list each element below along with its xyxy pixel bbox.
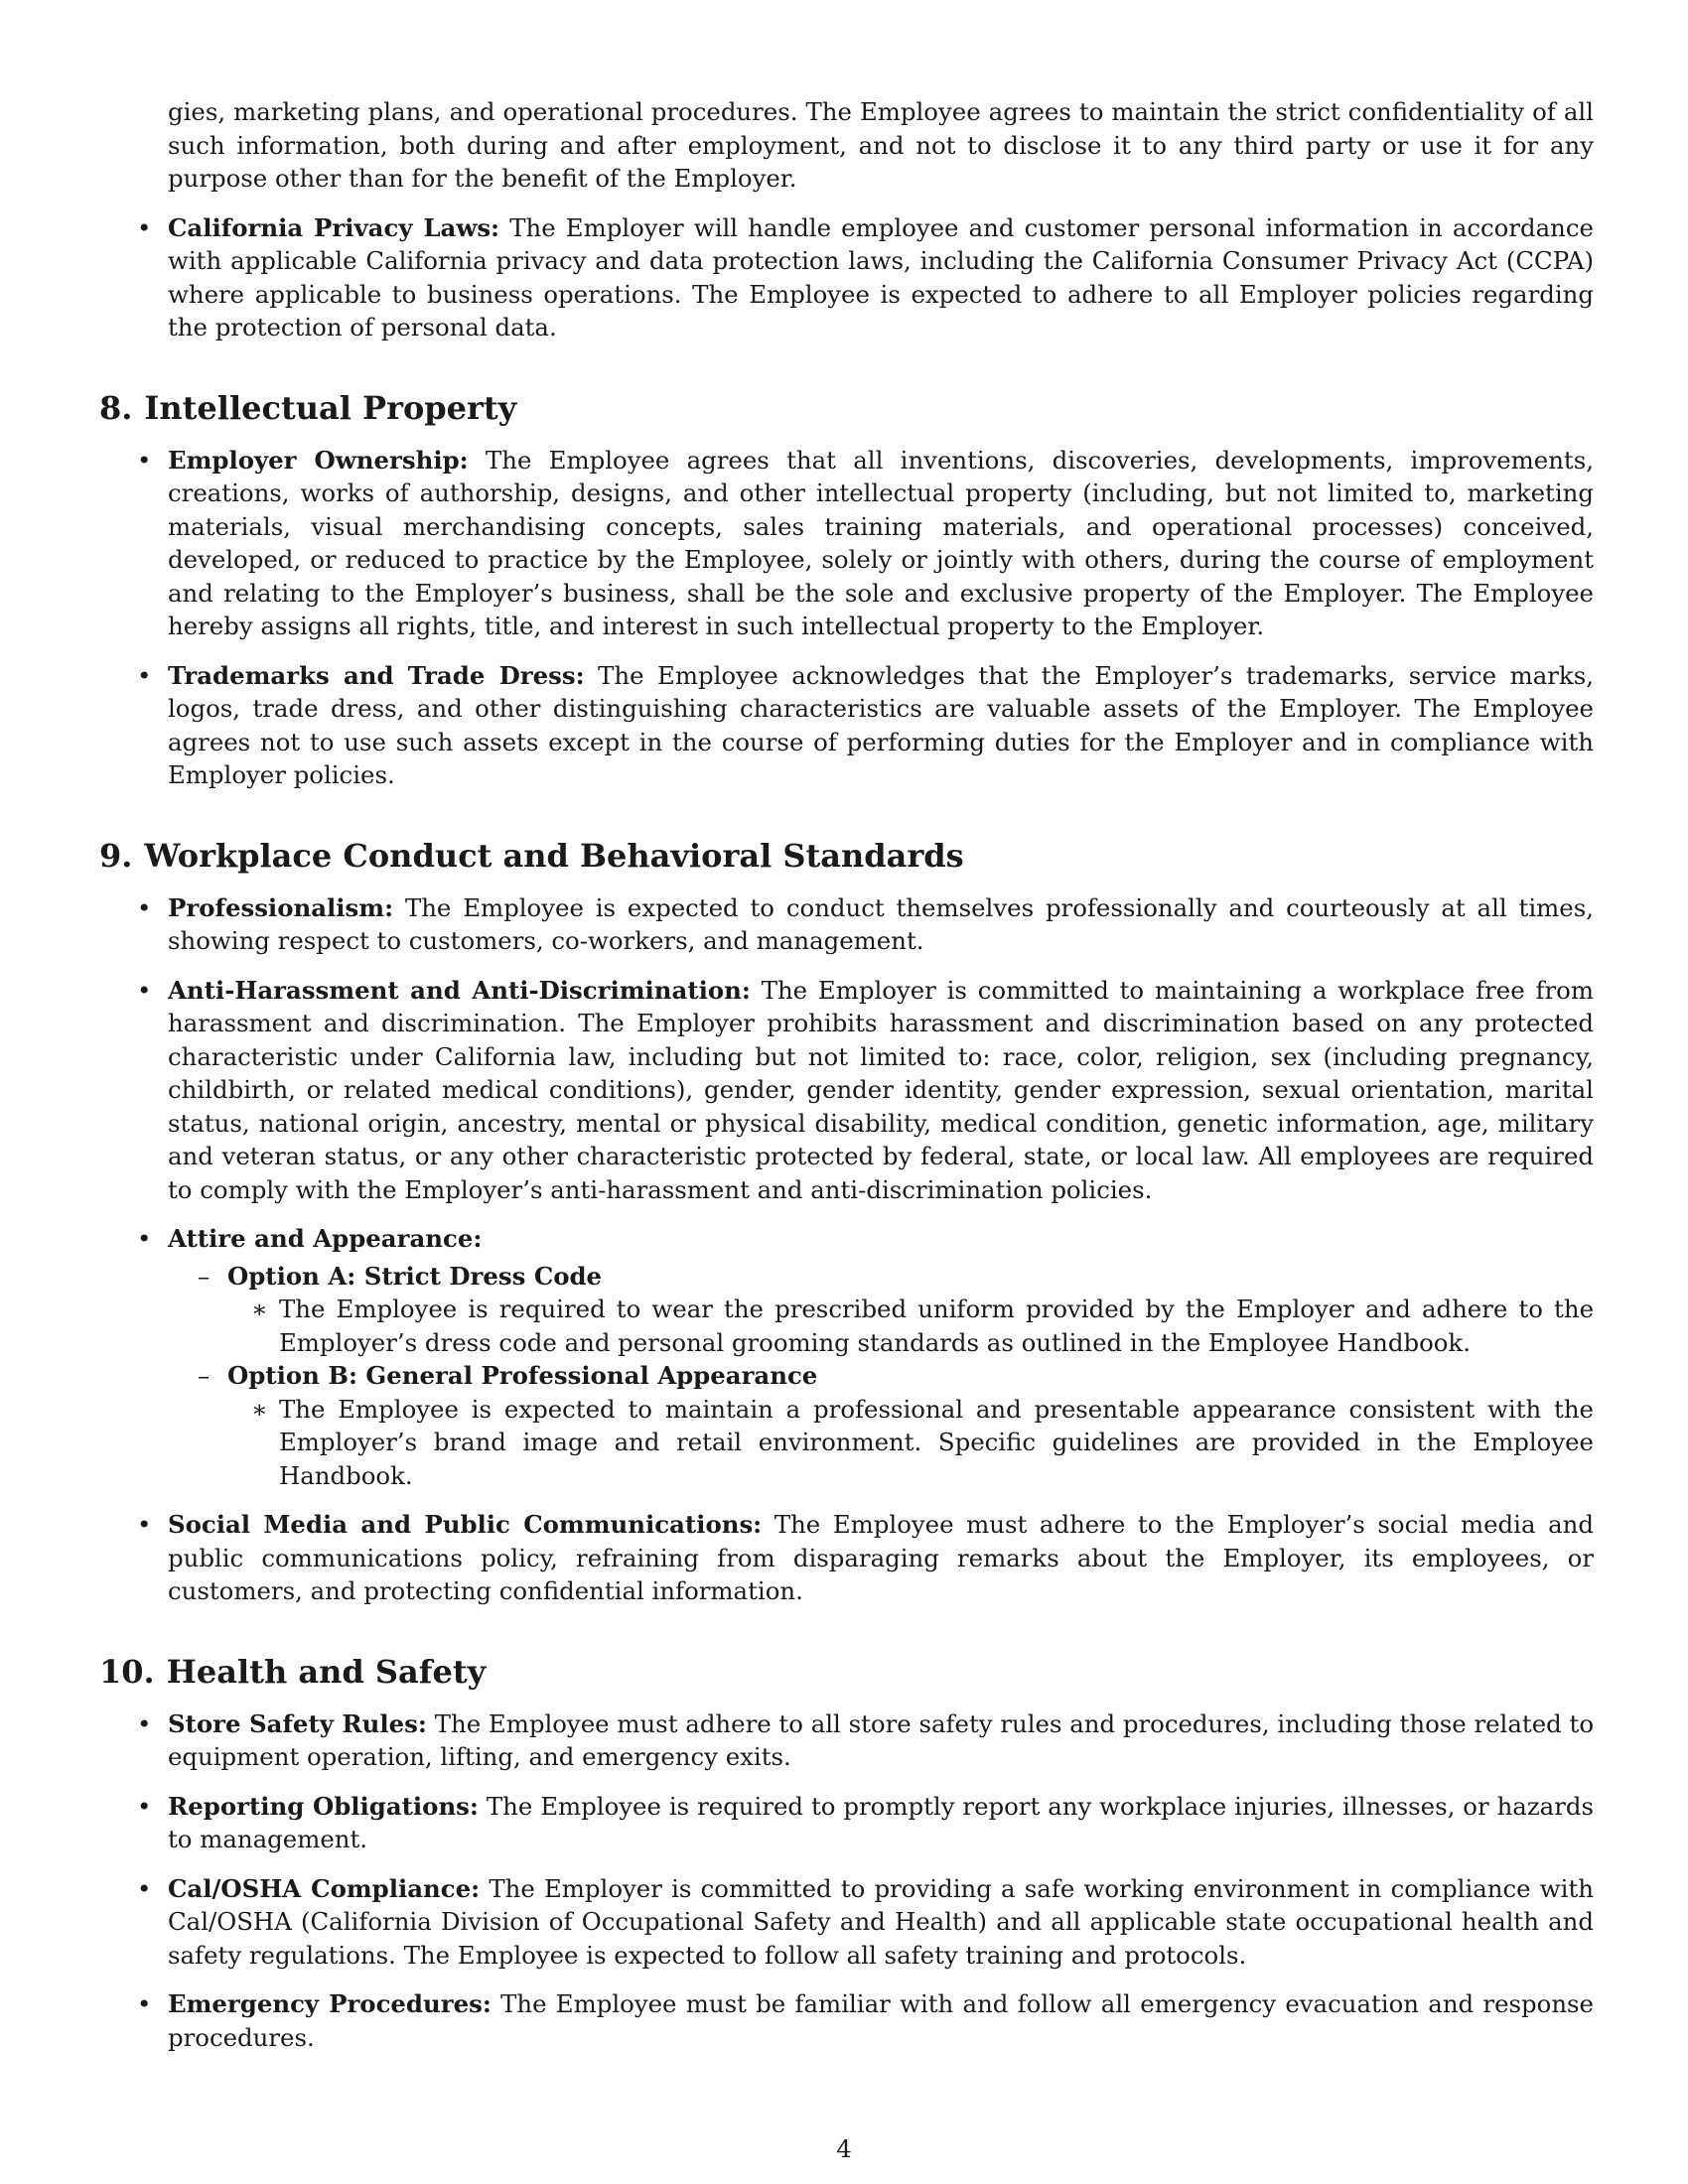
- item-label: Professionalism:: [168, 892, 394, 922]
- item-text: The Employee agrees that all inventions, discoveries, developments, improvements, creations, works of authorship, designs, and other intellectual property (including, but not limited to, marketing materials, visual merchandising concepts, sales training materials, and operational processes) conceived, developed, or reduced to practice by the Employee, solely or jointly with others, during the course of employment and relating to the Employer’s business, shall be the sole and exclusive property of the Employer. The Employee hereby assigns all rights, title, and interest in such intellectual property to the Employer.: [168, 445, 1594, 640]
- option-detail-list: [227, 1393, 1594, 1493]
- section-8-list: [99, 444, 1594, 792]
- option-detail-list: [227, 1293, 1594, 1359]
- item-text: The Employee acknowledges that the Employer’s trademarks, service marks, logos, trade dress, and other distinguishing characteristics are valuable assets of the Employer. The Employee agrees not to use such assets except in the course of performing duties for the Employer and in compliance with Employer policies.: [168, 660, 1594, 789]
- list-item: [99, 1707, 1594, 1774]
- attire-options-list: [168, 1260, 1594, 1493]
- option-label: Option B: General Professional Appearance: [227, 1361, 818, 1390]
- section-9-list: [99, 891, 1594, 1608]
- item-label: Cal/OSHA Compliance:: [168, 1873, 481, 1903]
- privacy-list: [99, 211, 1594, 344]
- item-text: The Employee must adhere to all store safety rules and procedures, including those related to equipment operation, lifting, and emergency exits.: [168, 1708, 1595, 1771]
- section-10-list: [99, 1707, 1594, 2055]
- option-detail: ∗ The Employee is required to wear the prescribed uniform provided by the Employer and adhere to the Employer’s dress code and personal grooming standards as outlined in the Employee Handbook.: [227, 1293, 1594, 1359]
- section-heading-8: 8. Intellectual Property: [99, 388, 517, 427]
- option-item: [168, 1260, 1594, 1360]
- list-item: [99, 1508, 1594, 1608]
- item-text: The Employee must adhere to the Employer’s social media and public communications policy, refraining from disparaging remarks about the Employer, its employees, or customers, and protecting confidential information.: [168, 1510, 1594, 1605]
- list-item: [99, 1872, 1594, 1973]
- list-item: [99, 1790, 1594, 1856]
- item-label: Attire and Appearance:: [168, 1224, 483, 1253]
- item-label: Social Media and Public Communications:: [168, 1510, 763, 1539]
- list-item: [99, 974, 1594, 1207]
- list-item: [99, 891, 1594, 958]
- section-heading-10: 10. Health and Safety: [99, 1652, 487, 1691]
- item-label: Employer Ownership:: [168, 445, 469, 475]
- list-item: [99, 1987, 1594, 2054]
- item-label: Reporting Obligations:: [168, 1791, 479, 1821]
- option-detail: ∗ The Employee is expected to maintain a professional and presentable appearance consistent with the Employer’s brand image and retail environment. Specific guidelines are provided in the Employee Handbook.: [227, 1393, 1594, 1493]
- item-label: Anti-Harassment and Anti-Discrimination:: [168, 975, 751, 1005]
- list-item: [99, 659, 1594, 792]
- item-label: Store Safety Rules:: [168, 1708, 427, 1738]
- item-text: The Employee is required to promptly report any workplace injuries, illnesses, or hazards to management.: [168, 1791, 1594, 1853]
- list-item: [99, 211, 1594, 344]
- item-text: The Employee must be familiar with and follow all emergency evacuation and response procedures.: [168, 1989, 1594, 2052]
- item-label: Emergency Procedures:: [168, 1989, 492, 2018]
- item-text: The Employee is expected to conduct themselves professionally and courteously at all times, showing respect to customers, co-workers, and management.: [168, 892, 1594, 955]
- page-number: 4: [836, 2134, 852, 2163]
- option-label: Option A: Strict Dress Code: [227, 1261, 603, 1291]
- list-item: [99, 444, 1594, 643]
- section-heading-9: 9. Workplace Conduct and Behavioral Standards: [99, 836, 964, 875]
- document-page: [99, 95, 1594, 2070]
- item-text: The Employer is committed to providing a safe working environment in compliance with Cal/OSHA (California Division of Occupational Safety and Health) and all applicable state occupational health and safety regulations. The Employee is expected to follow all safety training and protocols.: [168, 1873, 1594, 1970]
- option-item: [168, 1359, 1594, 1492]
- item-text: The Employer is committed to maintaining a workplace free from harassment and discrimination. The Employer prohibits harassment and discrimination based on any protected characteristic under California law, including but not limited to: race, color, religion, sex (including pregnancy, childbirth, or related medical conditions), gender, gender identity, gender expression, sexual orientation, marital status, national origin, ancestry, mental or physical disability, medical condition, genetic information, age, military and veteran status, or any other characteristic protected by federal, state, or local law. All employees are required to comply with the Employer’s anti-harassment and anti-discrimination policies.: [168, 975, 1594, 1204]
- item-label: California Privacy Laws:: [168, 212, 500, 242]
- item-label: Trademarks and Trade Dress:: [168, 660, 585, 690]
- list-item: [99, 1222, 1594, 1492]
- item-text: The Employer will handle employee and customer personal information in accordance with applicable California privacy and data protection laws, including the California Consumer Privacy Act (CCPA) where applicable to business operations. The Employee is expected to adhere to all Employer policies regarding the protection of personal data.: [168, 212, 1594, 341]
- continued-paragraph: gies, marketing plans, and operational procedures. The Employee agrees to maintain the strict confidentiality of all such information, both during and after employment, and not to disclose it to any third party or use it for any purpose other than for the benefit of the Employer.: [168, 97, 1594, 193]
